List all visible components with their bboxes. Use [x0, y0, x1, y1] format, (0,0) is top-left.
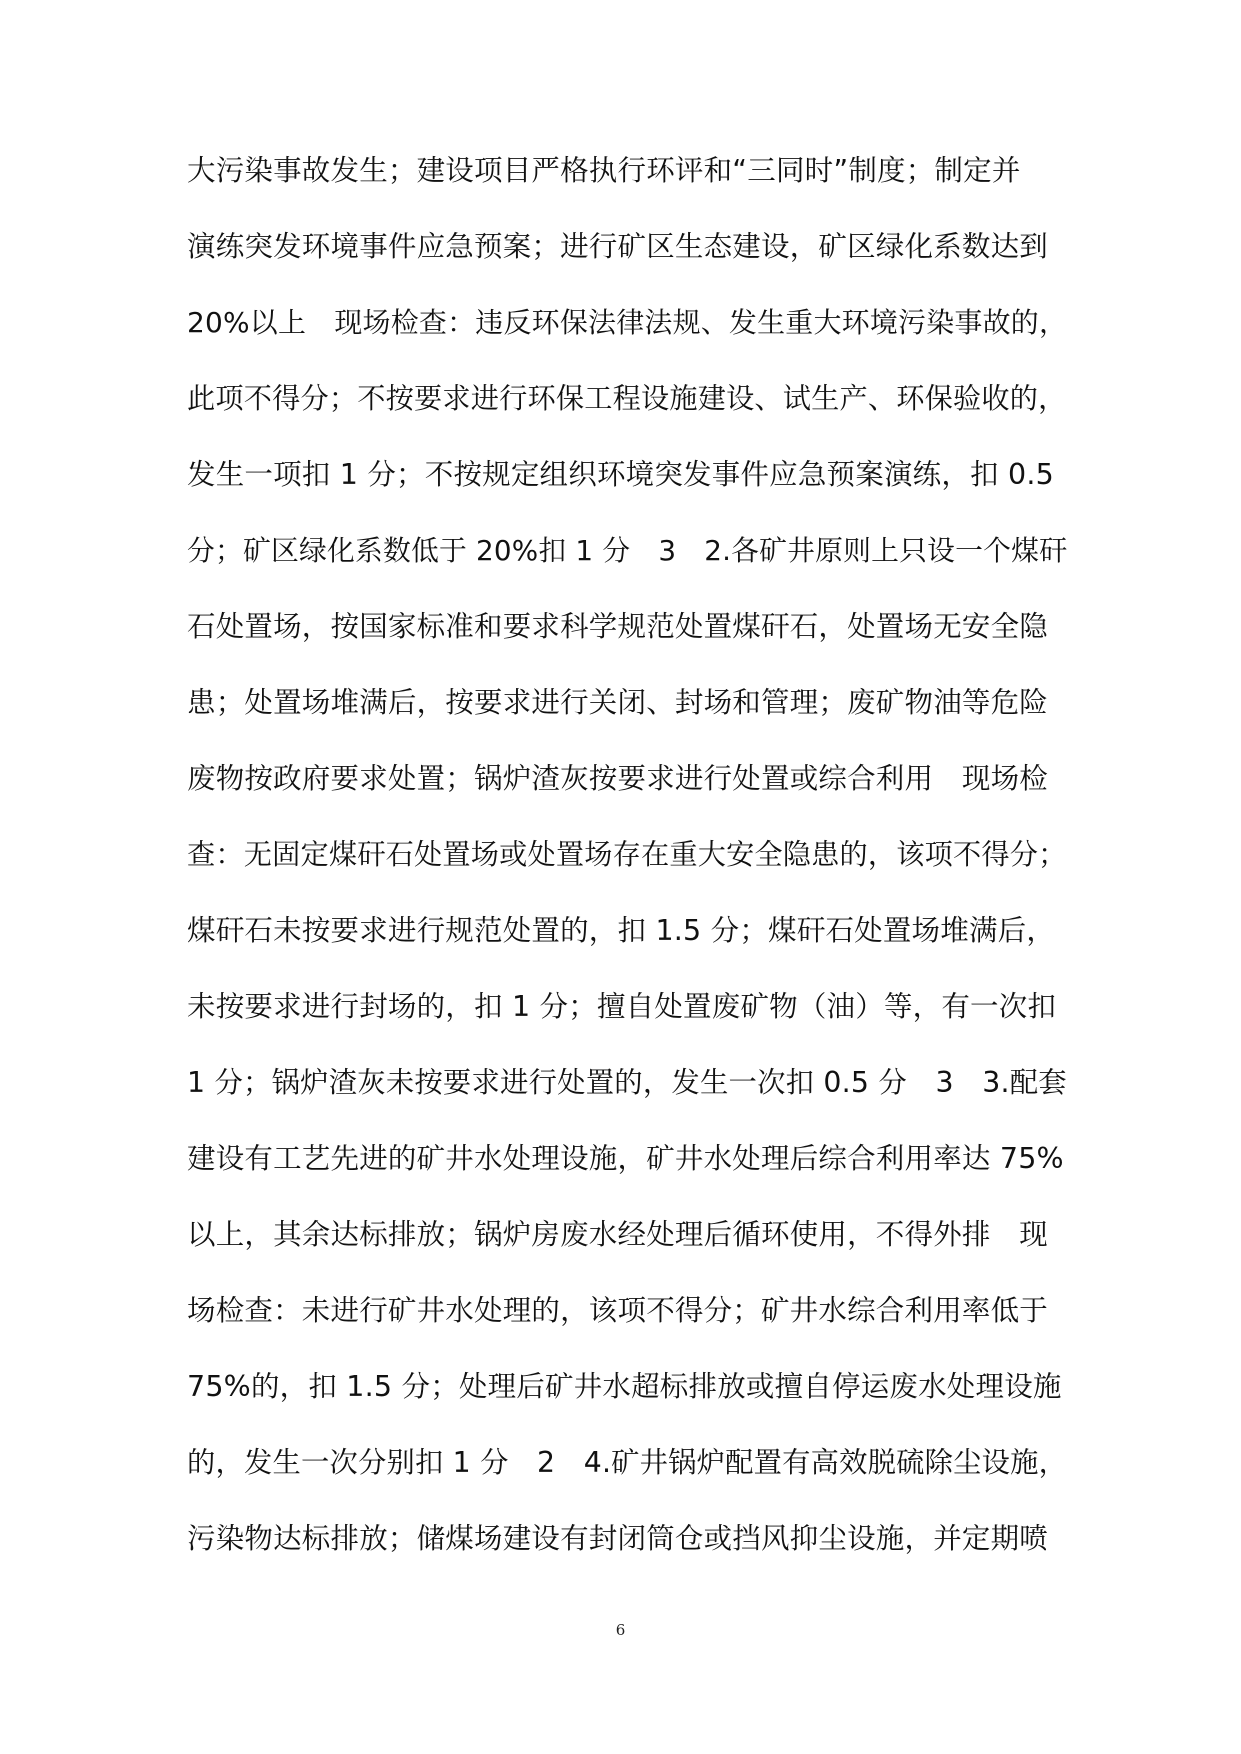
page-number: 6	[615, 1621, 626, 1639]
text-line: 场检查：未进行矿井水处理的，该项不得分；矿井水综合利用率低于	[187, 1294, 1049, 1327]
text-line: 建设有工艺先进的矿井水处理设施，矿井水处理后综合利用率达 75%	[187, 1142, 1064, 1175]
text-line: 废物按政府要求处置；锅炉渣灰按要求进行处置或综合利用 现场检	[187, 762, 1049, 795]
text-line: 大污染事故发生；建设项目严格执行环评和“三同时”制度；制定并	[187, 154, 1021, 187]
text-line: 分；矿区绿化系数低于 20%扣 1 分 3 2.各矿井原则上只设一个煤矸	[187, 534, 1068, 567]
text-line: 演练突发环境事件应急预案；进行矿区生态建设，矿区绿化系数达到	[187, 230, 1049, 263]
text-line: 患；处置场堆满后，按要求进行关闭、封场和管理；废矿物油等危险	[187, 686, 1049, 719]
text-line: 1 分；锅炉渣灰未按要求进行处置的，发生一次扣 0.5 分 3 3.配套	[187, 1066, 1067, 1099]
body-text	[187, 143, 1067, 1587]
text-line: 以上，其余达标排放；锅炉房废水经处理后循环使用，不得外排 现	[187, 1218, 1049, 1251]
text-line: 20%以上 现场检查：违反环保法律法规、发生重大环境污染事故的，	[187, 306, 1068, 339]
text-line: 75%的，扣 1.5 分；处理后矿井水超标排放或擅自停运废水处理设施	[187, 1370, 1062, 1403]
text-line: 发生一项扣 1 分；不按规定组织环境突发事件应急预案演练，扣 0.5	[187, 458, 1054, 491]
text-line: 此项不得分；不按要求进行环保工程设施建设、试生产、环保验收的，	[187, 382, 1067, 415]
text-line: 查：无固定煤矸石处置场或处置场存在重大安全隐患的，该项不得分；	[187, 838, 1067, 871]
text-line: 煤矸石未按要求进行规范处置的，扣 1.5 分；煤矸石处置场堆满后，	[187, 914, 1056, 947]
text-line: 污染物达标排放；储煤场建设有封闭筒仓或挡风抑尘设施，并定期喷	[187, 1522, 1049, 1555]
text-line: 未按要求进行封场的，扣 1 分；擅自处置废矿物（油）等，有一次扣	[187, 990, 1057, 1023]
text-line: 石处置场，按国家标准和要求科学规范处置煤矸石，处置场无安全隐	[187, 610, 1049, 643]
text-line: 的，发生一次分别扣 1 分 2 4.矿井锅炉配置有高效脱硫除尘设施，	[187, 1446, 1068, 1479]
